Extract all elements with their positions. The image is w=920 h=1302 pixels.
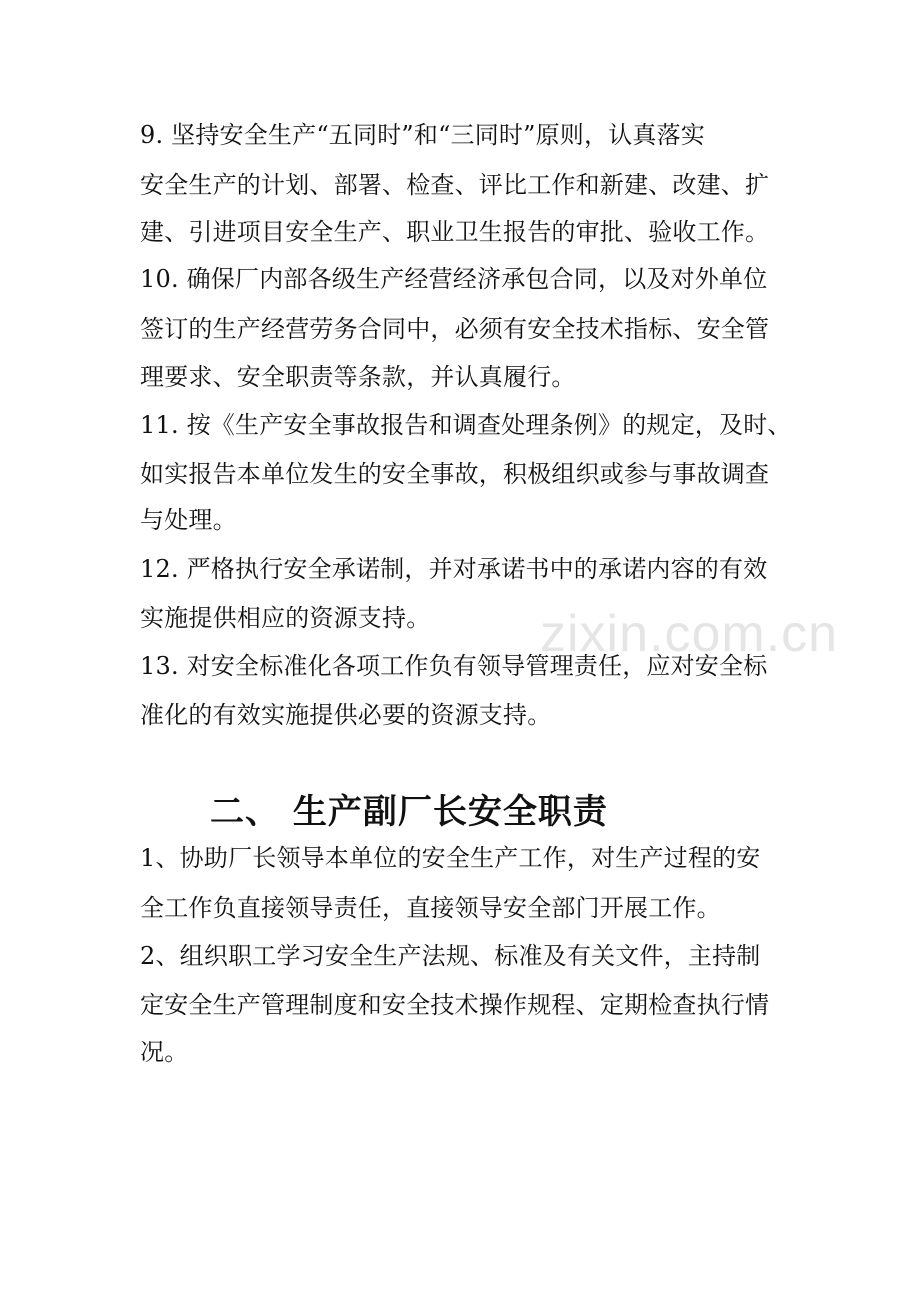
text-line: 2、组织职工学习安全生产法规、标准及有关文件，主持制 <box>140 942 761 970</box>
text-line: 10. 确保厂内部各级生产经营经济承包合同，以及对外单位 <box>140 265 768 293</box>
text-line: 与处理。 <box>140 506 237 534</box>
section-heading: 二、 生产副厂长安全职责 <box>210 792 608 832</box>
text-line: 全工作负直接领导责任，直接领导安全部门开展工作。 <box>140 894 721 922</box>
text-line: 13. 对安全标准化各项工作负有领导管理责任，应对安全标 <box>140 652 768 680</box>
text-line: 9. 坚持安全生产“五同时”和“三同时”原则，认真落实 <box>140 121 706 149</box>
text-line: 安全生产的计划、部署、检查、评比工作和新建、改建、扩 <box>140 171 770 199</box>
text-line: 1、协助厂长领导本单位的安全生产工作，对生产过程的安 <box>140 844 761 872</box>
text-line: 实施提供相应的资源支持。 <box>140 604 431 632</box>
text-line: 准化的有效实施提供必要的资源支持。 <box>140 701 552 729</box>
text-line: 签订的生产经营劳务合同中，必须有安全技术指标、安全管 <box>140 315 770 343</box>
text-line: 理要求、安全职责等条款，并认真履行。 <box>140 363 576 391</box>
text-line: 如实报告本单位发生的安全事故，积极组织或参与事故调查 <box>140 460 770 488</box>
watermark: zixin.com.cn <box>540 605 839 663</box>
text-line: 建、引进项目安全生产、职业卫生报告的审批、验收工作。 <box>140 218 770 246</box>
text-line: 况。 <box>140 1038 189 1066</box>
text-line: 定安全生产管理制度和安全技术操作规程、定期检查执行情 <box>140 991 770 1019</box>
text-line: 11. 按《生产安全事故报告和调查处理条例》的规定，及时、 <box>140 411 792 439</box>
text-line: 12. 严格执行安全承诺制，并对承诺书中的承诺内容的有效 <box>140 555 768 583</box>
